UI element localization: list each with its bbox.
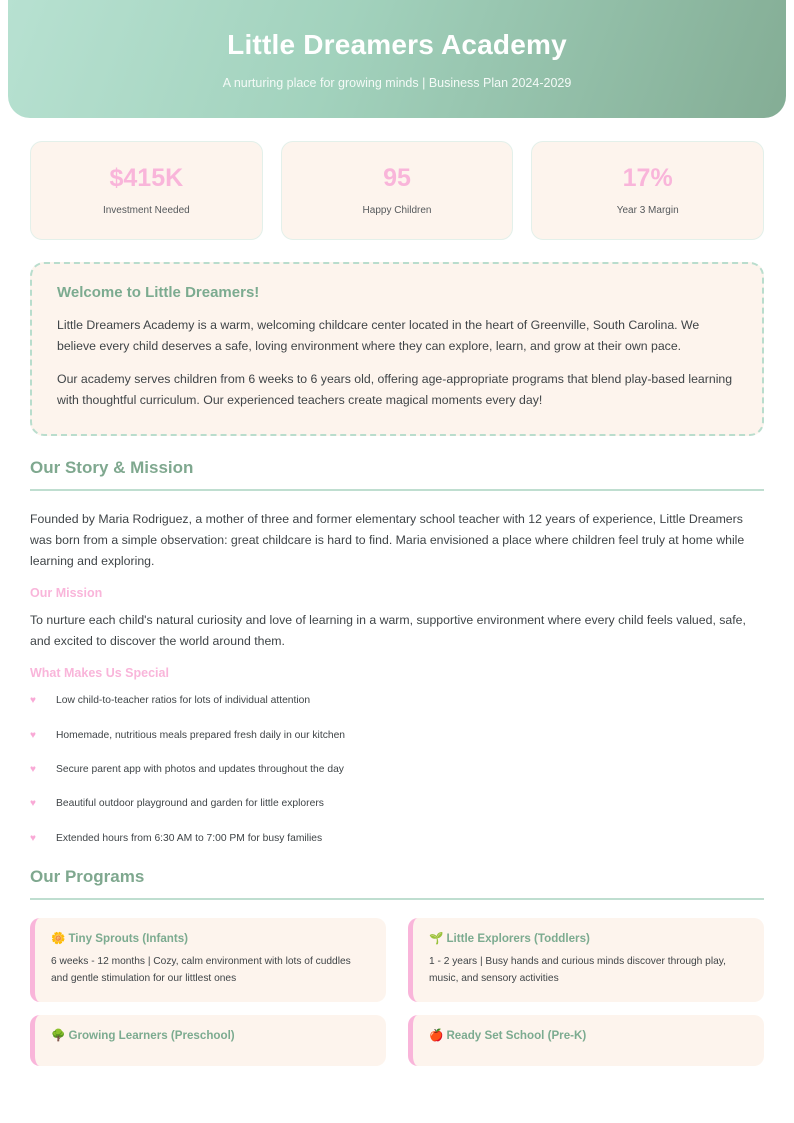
- list-item-label: Low child-to-teacher ratios for lots of individual attention: [56, 695, 311, 707]
- program-title: [429, 1028, 748, 1042]
- seedling-icon: 🌱: [429, 932, 444, 946]
- story-intro-text: Founded by Maria Rodriguez, a mother of three and former elementary school teacher with 12 years of experience, Little Dreamers was born from a simple observation: great childcare is hard to find. Maria envisioned a place where children feel truly at home while learning and exploring.: [30, 511, 745, 568]
- program-title-label: Little Explorers (Toddlers): [446, 932, 590, 946]
- heart-icon: ♥: [30, 798, 36, 810]
- list-item: [30, 694, 764, 707]
- special-heading: What Makes Us Special: [30, 666, 169, 681]
- programs-section: [0, 867, 794, 1066]
- mission-heading: Our Mission: [30, 585, 103, 600]
- program-card-ready-set-school: [408, 1015, 764, 1066]
- stat-label: Happy Children: [362, 204, 432, 216]
- stat-label: Investment Needed: [102, 204, 190, 216]
- stat-value: $415K: [109, 163, 184, 192]
- section-heading-story: Our Story & Mission: [30, 458, 764, 491]
- stat-card-margin: [531, 141, 764, 240]
- list-item: [30, 797, 764, 810]
- welcome-title: Welcome to Little Dreamers!: [57, 284, 260, 301]
- welcome-callout: [30, 262, 764, 436]
- stat-value: 95: [383, 163, 411, 192]
- program-title: [429, 931, 748, 945]
- page-subtitle: A nurturing place for growing minds | Business Plan 2024-2029: [222, 75, 572, 90]
- page-title: Little Dreamers Academy: [227, 29, 567, 61]
- program-title-label: Ready Set School (Pre-K): [446, 1029, 587, 1043]
- story-section: [0, 458, 794, 846]
- stat-card-children: [281, 141, 514, 240]
- list-item: [30, 832, 764, 845]
- mission-text: To nurture each child's natural curiosity and love of learning in a warm, supportive environment where every child feels valued, safe, and excited to discover the world around them.: [30, 612, 746, 649]
- blossom-icon: 🌼: [51, 932, 66, 946]
- feature-list: [30, 694, 764, 845]
- program-title: [51, 931, 370, 945]
- program-card-growing-learners: [30, 1015, 386, 1066]
- list-item-label: Beautiful outdoor playground and garden for little explorers: [56, 798, 324, 810]
- program-title-label: Tiny Sprouts (Infants): [68, 932, 189, 946]
- section-heading-programs: Our Programs: [30, 867, 764, 900]
- apple-icon: 🍎: [429, 1029, 444, 1043]
- heart-icon: ♥: [30, 832, 36, 844]
- program-card-little-explorers: [408, 918, 764, 1002]
- program-description: 1 - 2 years | Busy hands and curious minds discover through play, music, and sensory activities: [429, 956, 726, 984]
- welcome-paragraph: Little Dreamers Academy is a warm, welcoming childcare center located in the heart of Greenville, South Carolina. We believe every child deserves a safe, loving environment where they can explore, learn, and grow at their own pace.: [57, 318, 700, 354]
- list-item: [30, 763, 764, 776]
- list-item-label: Secure parent app with photos and updates throughout the day: [56, 764, 344, 776]
- list-item: [30, 729, 764, 742]
- stat-label: Year 3 Margin: [616, 204, 679, 216]
- stat-card-investment: [30, 141, 263, 240]
- list-item-label: Extended hours from 6:30 AM to 7:00 PM for busy families: [56, 832, 323, 844]
- heart-icon: ♥: [30, 729, 36, 741]
- program-title-label: Growing Learners (Preschool): [68, 1029, 235, 1043]
- stats-row: [0, 118, 794, 240]
- program-description: 6 weeks - 12 months | Cozy, calm environment with lots of cuddles and gentle stimulation for our littlest ones: [51, 956, 351, 984]
- program-card-tiny-sprouts: [30, 918, 386, 1002]
- list-item-label: Homemade, nutritious meals prepared fresh daily in our kitchen: [56, 729, 346, 741]
- heart-icon: ♥: [30, 695, 36, 707]
- welcome-paragraph: Our academy serves children from 6 weeks to 6 years old, offering age-appropriate programs that blend play-based learning with thoughtful curriculum. Our experienced teachers create magical moments every day!: [57, 372, 733, 408]
- stat-value: 17%: [622, 163, 673, 192]
- heart-icon: ♥: [30, 764, 36, 776]
- tree-icon: 🌳: [51, 1029, 66, 1043]
- program-title: [51, 1028, 370, 1042]
- page-header: [8, 0, 786, 118]
- programs-grid: [30, 918, 764, 1066]
